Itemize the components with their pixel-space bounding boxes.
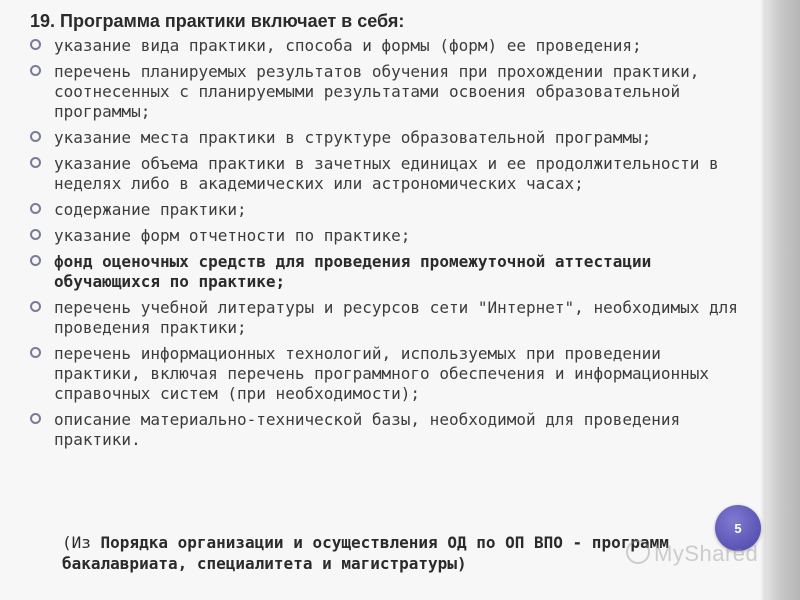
list-item-text: указание вида практики, способа и формы (форм) ее проведения; [54, 36, 642, 55]
bullet-icon [30, 39, 41, 50]
slide-edge [766, 0, 800, 600]
list-item-text: содержание практики; [54, 200, 247, 219]
watermark-logo-icon [626, 540, 650, 564]
list-item [30, 36, 748, 56]
source-prefix: (Из [62, 533, 101, 552]
list-item-text: указание объема практики в зачетных единицах и ее продолжительности в неделях либо в академических или астрономических часах; [54, 154, 719, 193]
list-item [30, 344, 748, 404]
list-item-text: фонд оценочных средств для проведения промежуточной аттестации обучающихся по практике; [54, 252, 652, 291]
slide-heading: 19. Программа практики включает в себя: [30, 11, 405, 31]
bullet-icon [30, 255, 41, 266]
source-bold-text: Порядка организации и осуществления ОД по ОП ВПО - программ бакалавриата, специалитета и магистратуры) [62, 533, 669, 573]
list-item [30, 252, 748, 292]
bullet-icon [30, 229, 41, 240]
bullet-icon [30, 131, 41, 142]
bullet-icon [30, 413, 41, 424]
bullet-icon [30, 65, 41, 76]
list-item-text: перечень информационных технологий, используемых при проведении практики, включая перечень программного обеспечения и информационных справочных систем (при необходимости); [54, 344, 710, 403]
bullet-icon [30, 157, 41, 168]
bullet-icon [30, 347, 41, 358]
list-item-text: перечень планируемых результатов обучения при прохождении практики, соотнесенных с планируемыми результатами освоения образовательной программы; [54, 62, 700, 121]
bullet-icon [30, 301, 41, 312]
list-item [30, 298, 748, 338]
list-item [30, 128, 748, 148]
list-item [30, 154, 748, 194]
bullet-list [30, 36, 748, 450]
list-item-text: указание места практики в структуре образовательной программы; [54, 128, 652, 147]
list-item-text: перечень учебной литературы и ресурсов сети "Интернет", необходимых для проведения практики; [54, 298, 738, 337]
bullet-icon [30, 203, 41, 214]
watermark [626, 540, 758, 567]
watermark-text: MyShared [654, 541, 759, 566]
list-item-text: указание форм отчетности по практике; [54, 226, 411, 245]
list-item [30, 410, 748, 450]
list-item [30, 226, 748, 246]
list-item [30, 62, 748, 122]
list-item [30, 200, 748, 220]
slide-content [30, 10, 748, 456]
page-number: 5 [734, 520, 742, 536]
list-item-text: описание материально-технической базы, необходимой для проведения практики. [54, 410, 681, 449]
